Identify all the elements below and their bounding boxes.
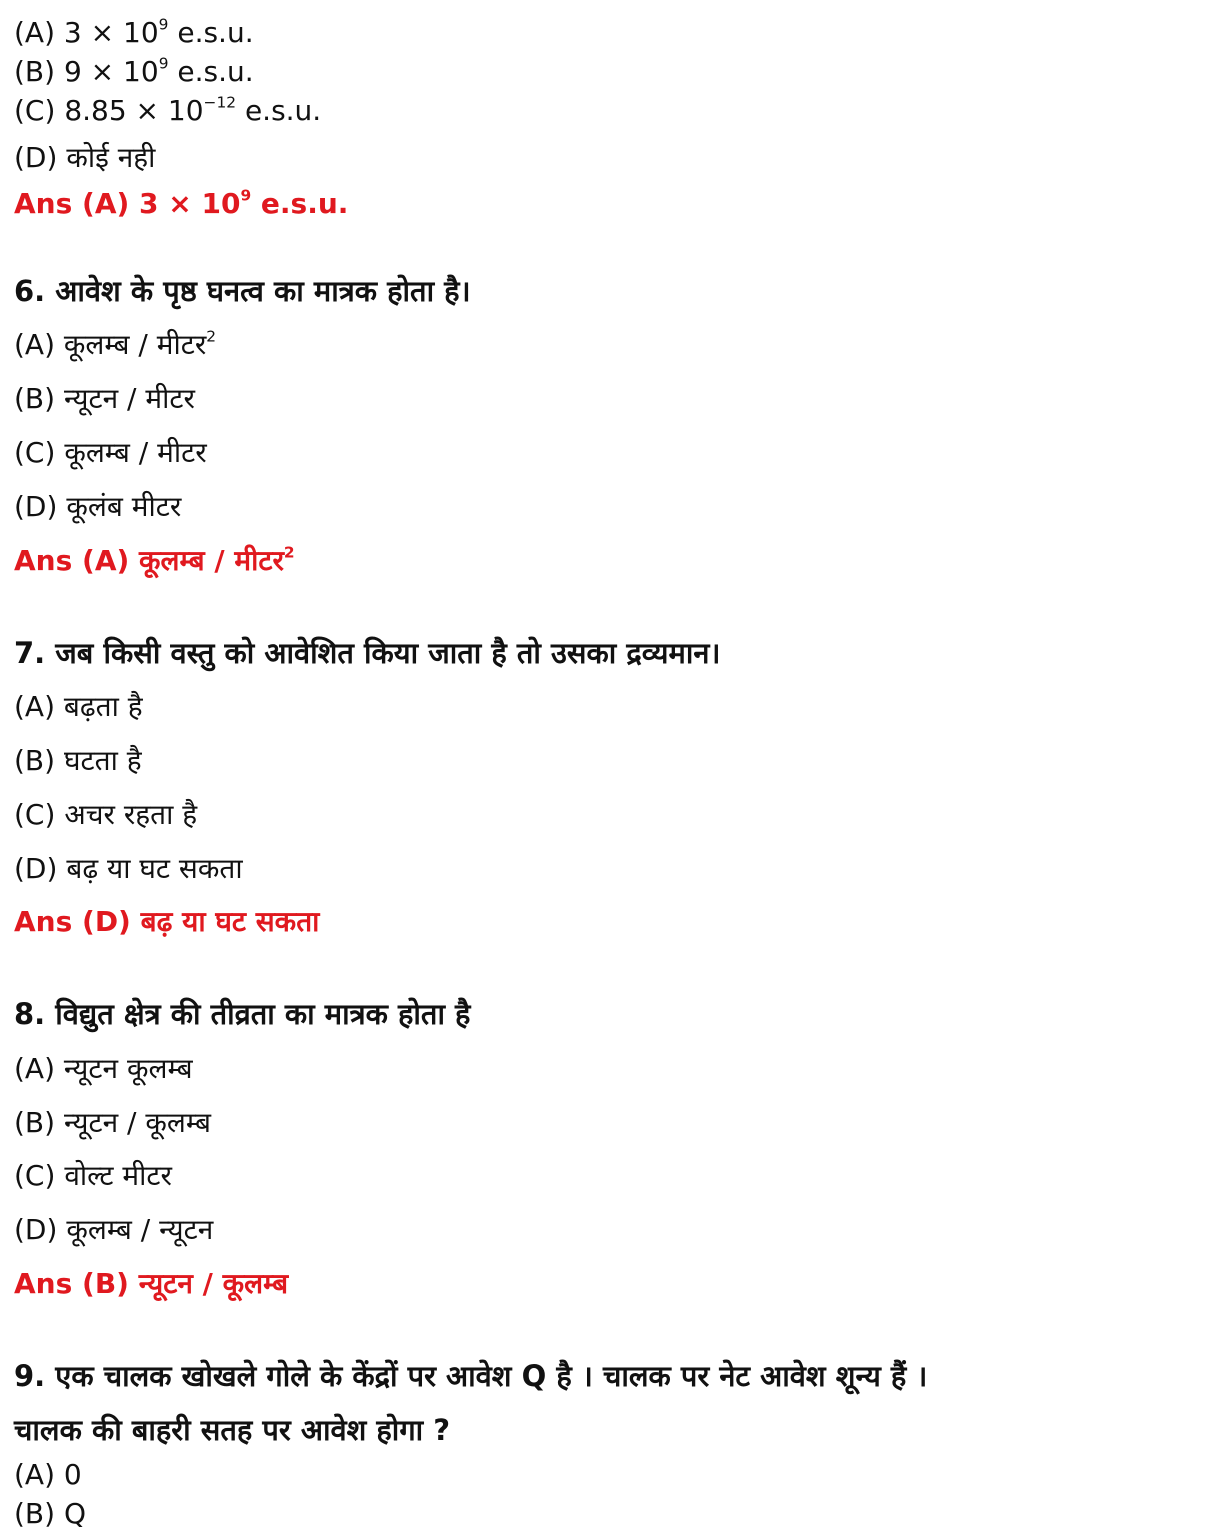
- q9-option-a: (A) 0: [14, 1458, 82, 1491]
- q7-option-c: (C) अचर रहता है: [14, 798, 198, 831]
- q9-option-b: (B) Q: [14, 1497, 87, 1530]
- q6-option-a: (A) कूलम्ब / मीटर$^2$: [14, 327, 217, 361]
- q5-option-a: (A) $3 \times 10^9$ e.s.u.: [14, 15, 254, 49]
- q9-question-line2: चालक की बाहरी सतह पर आवेश होगा ?: [14, 1413, 451, 1447]
- q6-option-b: (B) न्यूटन / मीटर: [14, 382, 195, 415]
- q8-option-d: (D) कूलम्ब / न्यूटन: [14, 1213, 214, 1246]
- q7-option-a: (A) बढ़ता है: [14, 690, 143, 723]
- q6-answer: Ans (A) कूलम्ब / मीटर$^2$: [14, 543, 295, 577]
- q5-option-b: (B) $9 \times 10^9$ e.s.u.: [14, 54, 254, 88]
- q7-option-d: (D) बढ़ या घट सकता: [14, 852, 243, 885]
- q8-option-b: (B) न्यूटन / कूलम्ब: [14, 1106, 211, 1139]
- q7-option-b: (B) घटता है: [14, 744, 142, 777]
- q6-question: 6. आवेश के पृष्ठ घनत्व का मात्रक होता है।: [14, 274, 471, 308]
- q8-question: 8. विद्युत क्षेत्र की तीव्रता का मात्रक होता है: [14, 997, 471, 1031]
- q8-option-c: (C) वोल्ट मीटर: [14, 1159, 172, 1192]
- q8-answer: Ans (B) न्यूटन / कूलम्ब: [14, 1267, 289, 1300]
- q8-option-a: (A) न्यूटन कूलम्ब: [14, 1052, 193, 1085]
- q5-answer: Ans (A) $3 \times 10^9$ e.s.u.: [14, 186, 349, 220]
- q6-option-d: (D) कूलंब मीटर: [14, 490, 182, 523]
- q9-question-line1: 9. एक चालक खोखले गोले के केंद्रों पर आवेश Q है । चालक पर नेट आवेश शून्य हैं ।: [14, 1359, 928, 1393]
- q7-answer: Ans (D) बढ़ या घट सकता: [14, 905, 320, 938]
- q5-option-d: (D) कोई नही: [14, 141, 156, 174]
- q7-question: 7. जब किसी वस्तु को आवेशित किया जाता है तो उसका द्रव्यमान।: [14, 636, 721, 670]
- q6-option-c: (C) कूलम्ब / मीटर: [14, 436, 207, 469]
- q5-option-c: (C) $8.85 \times 10^{-12}$ e.s.u.: [14, 93, 322, 127]
